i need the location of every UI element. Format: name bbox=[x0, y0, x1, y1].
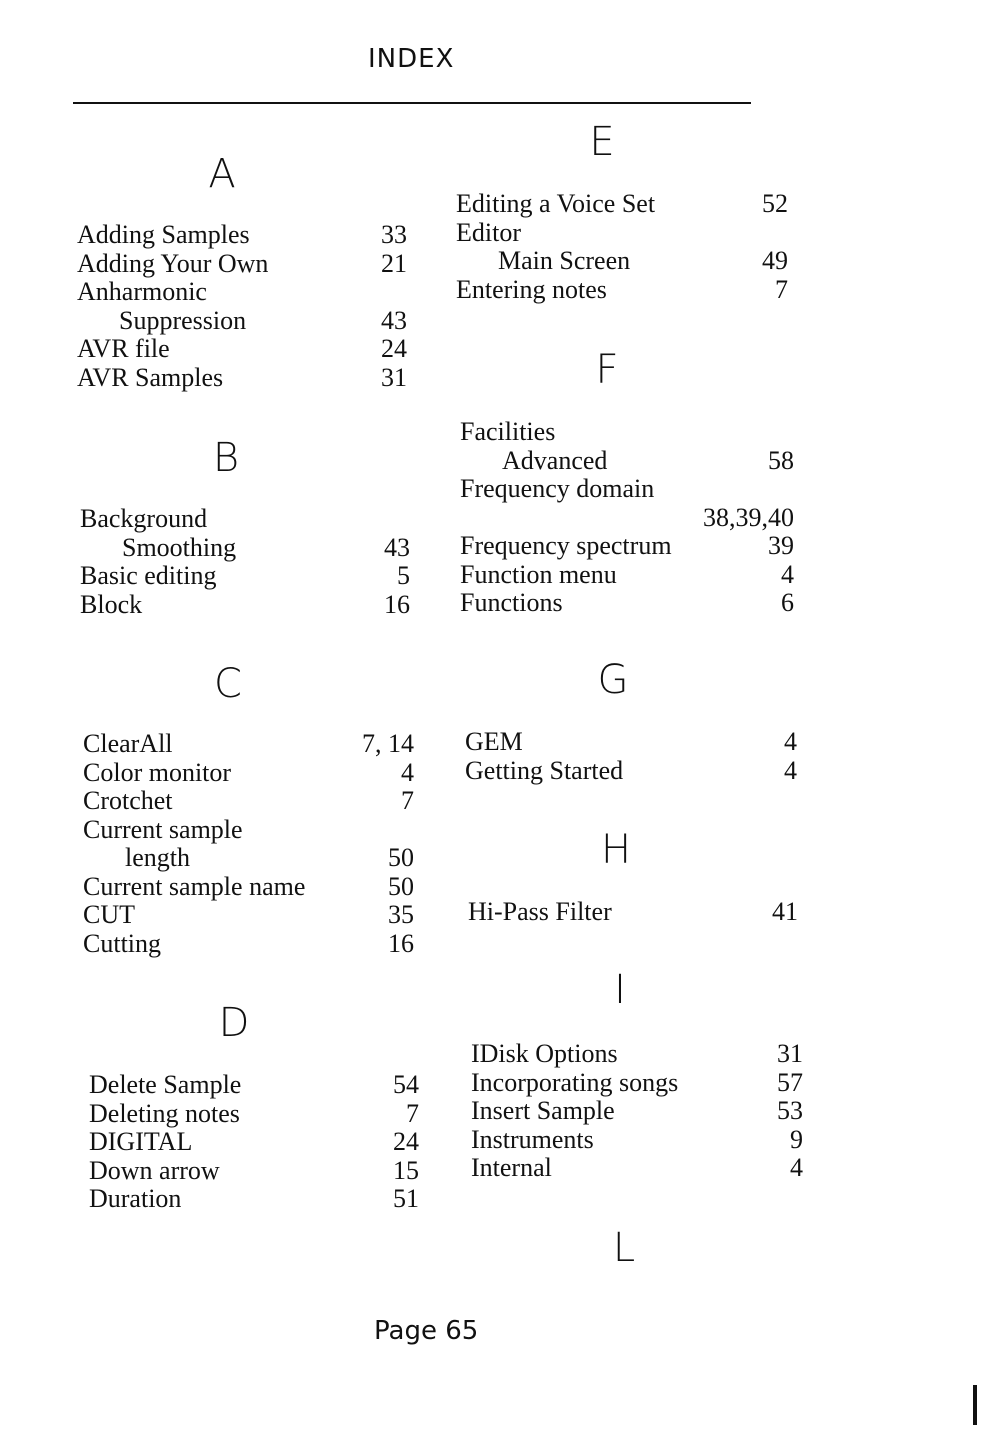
index-page-numbers: 7, 14 bbox=[362, 729, 414, 758]
index-entry bbox=[80, 591, 410, 620]
index-entry bbox=[77, 364, 407, 393]
index-section-g bbox=[465, 728, 797, 785]
index-entry bbox=[77, 335, 407, 364]
index-term: Entering notes bbox=[456, 274, 607, 304]
index-page-numbers: 21 bbox=[381, 248, 407, 278]
index-page-numbers: 52 bbox=[762, 189, 788, 218]
index-entry bbox=[77, 221, 407, 250]
index-section-e bbox=[456, 190, 788, 304]
page-title: INDEX bbox=[368, 44, 455, 74]
index-page-numbers: 4 bbox=[781, 559, 794, 589]
index-page-numbers: 54 bbox=[393, 1070, 419, 1099]
index-entry bbox=[83, 901, 414, 930]
index-entry bbox=[89, 1157, 419, 1186]
index-page-numbers: 15 bbox=[393, 1155, 419, 1185]
index-page-numbers: 49 bbox=[762, 246, 788, 275]
index-term: AVR file bbox=[77, 334, 170, 363]
letter-heading-b: B bbox=[212, 435, 240, 481]
index-entry bbox=[77, 250, 407, 279]
index-page-numbers: 38,39,40 bbox=[703, 502, 794, 532]
index-entry bbox=[80, 534, 410, 563]
index-term: Current sample name bbox=[83, 871, 306, 901]
index-page-numbers: 57 bbox=[777, 1067, 803, 1097]
index-section-c bbox=[83, 730, 414, 958]
index-entry bbox=[77, 307, 407, 336]
index-term: Function menu bbox=[460, 559, 617, 589]
letter-heading-h: H bbox=[600, 827, 632, 873]
index-section-b bbox=[80, 505, 410, 619]
index-term: Deleting notes bbox=[89, 1098, 240, 1128]
index-entry bbox=[80, 562, 410, 591]
index-term: Delete Sample bbox=[89, 1070, 242, 1099]
index-section-d bbox=[89, 1071, 419, 1214]
index-entry bbox=[465, 728, 797, 757]
index-entry bbox=[456, 219, 788, 248]
index-entry bbox=[89, 1100, 419, 1129]
letter-heading-l: L bbox=[612, 1225, 636, 1271]
index-term: Anharmonic bbox=[77, 277, 207, 306]
index-page-numbers: 24 bbox=[393, 1127, 419, 1156]
index-term: Advanced bbox=[502, 445, 608, 475]
letter-heading-d: D bbox=[218, 1000, 250, 1046]
index-page-numbers: 9 bbox=[790, 1124, 803, 1154]
index-section-i bbox=[471, 1040, 803, 1183]
index-entry bbox=[460, 475, 794, 504]
index-entry bbox=[83, 844, 414, 873]
index-entry bbox=[460, 504, 794, 533]
index-page-numbers: 43 bbox=[384, 532, 410, 562]
index-page-numbers: 41 bbox=[772, 897, 798, 926]
index-entry bbox=[83, 787, 414, 816]
index-term: Functions bbox=[460, 588, 563, 617]
index-term: Adding Your Own bbox=[77, 248, 269, 278]
index-term: length bbox=[125, 843, 190, 872]
index-entry bbox=[77, 278, 407, 307]
index-entry bbox=[89, 1185, 419, 1214]
index-term: Incorporating songs bbox=[471, 1067, 679, 1097]
index-term: Current sample bbox=[83, 814, 243, 844]
index-entry bbox=[460, 589, 794, 618]
index-entry bbox=[471, 1040, 803, 1069]
index-term: Internal bbox=[471, 1153, 552, 1182]
index-page-numbers: 43 bbox=[381, 305, 407, 335]
index-term: Cutting bbox=[83, 928, 162, 958]
letter-heading-g: G bbox=[597, 657, 629, 703]
index-page-numbers: 33 bbox=[381, 220, 407, 249]
scan-edge-mark bbox=[973, 1385, 977, 1425]
index-page-numbers: 16 bbox=[384, 589, 410, 619]
index-term: Smoothing bbox=[122, 532, 237, 562]
index-entry bbox=[460, 418, 794, 447]
index-term: Frequency domain bbox=[460, 474, 655, 503]
index-entry bbox=[83, 873, 414, 902]
index-entry bbox=[80, 505, 410, 534]
letter-heading-c: C bbox=[214, 661, 242, 707]
index-term: Editing a Voice Set bbox=[456, 189, 656, 218]
index-term: Main Screen bbox=[498, 246, 631, 275]
index-term: Suppression bbox=[119, 305, 247, 335]
index-term: Facilities bbox=[460, 417, 556, 446]
index-section-a bbox=[77, 221, 407, 392]
index-entry bbox=[460, 561, 794, 590]
index-term: GEM bbox=[465, 727, 523, 756]
index-page-numbers: 53 bbox=[777, 1096, 803, 1125]
index-term: Duration bbox=[89, 1184, 182, 1213]
index-term: Hi-Pass Filter bbox=[468, 897, 612, 926]
index-term: Color monitor bbox=[83, 757, 232, 787]
index-term: AVR Samples bbox=[77, 362, 224, 392]
index-page-numbers: 5 bbox=[397, 561, 410, 590]
index-entry bbox=[456, 276, 788, 305]
index-page-numbers: 7 bbox=[406, 1098, 419, 1128]
index-page-numbers: 4 bbox=[784, 755, 797, 785]
index-term: ClearAll bbox=[83, 729, 173, 758]
index-page-numbers: 4 bbox=[401, 757, 414, 787]
index-page-numbers: 4 bbox=[790, 1153, 803, 1182]
index-entry bbox=[83, 730, 414, 759]
index-page-numbers: 50 bbox=[388, 843, 414, 872]
index-entry bbox=[89, 1128, 419, 1157]
index-term: Basic editing bbox=[80, 561, 217, 590]
index-entry bbox=[471, 1097, 803, 1126]
index-entry bbox=[471, 1069, 803, 1098]
index-entry bbox=[83, 930, 414, 959]
index-entry bbox=[460, 447, 794, 476]
index-entry bbox=[456, 247, 788, 276]
index-entry bbox=[83, 816, 414, 845]
letter-heading-e: E bbox=[589, 119, 615, 165]
index-page-numbers: 39 bbox=[768, 531, 794, 560]
index-term: Editor bbox=[456, 217, 521, 247]
header-rule bbox=[73, 102, 751, 104]
index-page-numbers: 51 bbox=[393, 1184, 419, 1213]
page-number: Page 65 bbox=[374, 1316, 479, 1346]
index-page-numbers: 31 bbox=[777, 1039, 803, 1068]
index-term: DIGITAL bbox=[89, 1127, 193, 1156]
index-entry bbox=[465, 757, 797, 786]
letter-heading-i: I bbox=[614, 967, 626, 1013]
index-term: Crotchet bbox=[83, 786, 173, 815]
index-page-numbers: 58 bbox=[768, 445, 794, 475]
index-term: Instruments bbox=[471, 1124, 594, 1154]
index-term: Adding Samples bbox=[77, 220, 250, 249]
letter-heading-a: A bbox=[208, 151, 236, 197]
index-entry bbox=[83, 759, 414, 788]
index-page-numbers: 16 bbox=[388, 928, 414, 958]
index-section-f bbox=[460, 418, 794, 618]
index-entry bbox=[89, 1071, 419, 1100]
index-entry bbox=[471, 1154, 803, 1183]
index-term: Block bbox=[80, 589, 143, 619]
index-entry bbox=[471, 1126, 803, 1155]
index-page-numbers: 31 bbox=[381, 362, 407, 392]
index-entry bbox=[468, 898, 798, 927]
index-entry bbox=[456, 190, 788, 219]
index-term: Getting Started bbox=[465, 755, 624, 785]
index-term: IDisk Options bbox=[471, 1039, 618, 1068]
index-page-numbers: 50 bbox=[388, 871, 414, 901]
index-term: CUT bbox=[83, 900, 135, 929]
index-term: Frequency spectrum bbox=[460, 531, 672, 560]
index-entry bbox=[460, 532, 794, 561]
index-page-numbers: 35 bbox=[388, 900, 414, 929]
index-page-numbers: 6 bbox=[781, 588, 794, 617]
index-term: Insert Sample bbox=[471, 1096, 615, 1125]
index-term: Down arrow bbox=[89, 1155, 220, 1185]
index-page-numbers: 24 bbox=[381, 334, 407, 363]
index-page-numbers: 7 bbox=[401, 786, 414, 815]
index-term: Background bbox=[80, 504, 208, 533]
index-section-h bbox=[468, 898, 798, 927]
index-page-numbers: 4 bbox=[784, 727, 797, 756]
letter-heading-f: F bbox=[595, 347, 619, 393]
index-page-numbers: 7 bbox=[775, 274, 788, 304]
